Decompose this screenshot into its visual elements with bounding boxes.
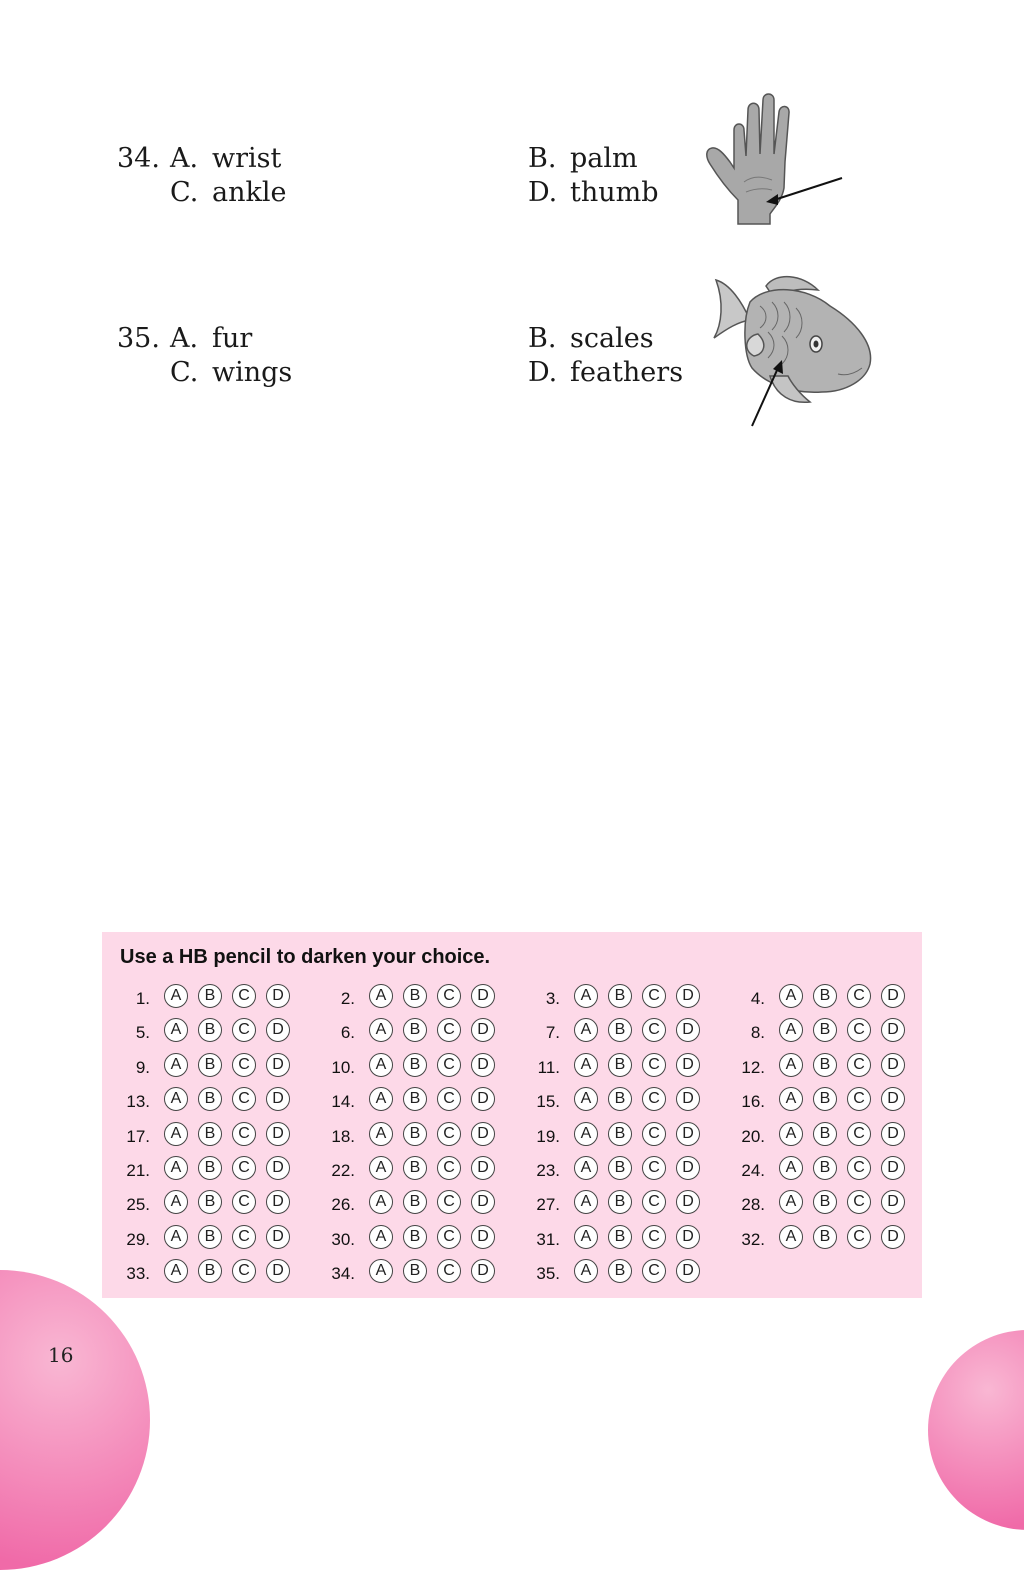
answer-bubble-c[interactable]: C <box>642 984 666 1008</box>
answer-bubble-b[interactable]: B <box>198 1156 222 1180</box>
answer-bubble-b[interactable]: B <box>608 1225 632 1249</box>
answer-bubble-b[interactable]: B <box>813 984 837 1008</box>
answer-bubble-c[interactable]: C <box>437 1018 461 1042</box>
answer-row-number: 29. <box>126 1229 150 1249</box>
answer-bubble-d[interactable]: D <box>881 1225 905 1249</box>
answer-bubble-c[interactable]: C <box>437 1156 461 1180</box>
answer-bubble-a[interactable]: A <box>164 1087 188 1111</box>
answer-bubble-a[interactable]: A <box>164 1018 188 1042</box>
answer-row <box>307 982 495 1010</box>
answer-sheet-instruction: Use a HB pencil to darken your choice. <box>120 946 491 968</box>
answer-row <box>512 1051 700 1079</box>
answer-row-number: 12. <box>741 1057 765 1077</box>
answer-row-number: 32. <box>741 1229 765 1249</box>
answer-row-number: 11. <box>537 1057 560 1077</box>
answer-bubble-a[interactable]: A <box>369 1190 393 1214</box>
answer-bubble-b[interactable]: B <box>813 1156 837 1180</box>
answer-row <box>512 1223 700 1251</box>
answer-row <box>512 1085 700 1113</box>
answer-bubble-b[interactable]: B <box>403 1053 427 1077</box>
answer-bubble-b[interactable]: B <box>198 1122 222 1146</box>
answer-bubble-c[interactable]: C <box>847 1190 871 1214</box>
option-text: fur <box>212 323 253 354</box>
answer-bubble-c[interactable]: C <box>437 1259 461 1283</box>
answer-bubble-d[interactable]: D <box>266 1156 290 1180</box>
answer-bubble-a[interactable]: A <box>369 1122 393 1146</box>
answer-bubble-c[interactable]: C <box>642 1018 666 1042</box>
option-a <box>170 142 281 176</box>
answer-bubble-a[interactable]: A <box>779 1122 803 1146</box>
answer-row-number: 2. <box>340 989 355 1008</box>
answer-bubble-d[interactable]: D <box>266 1087 290 1111</box>
answer-row <box>102 1120 290 1148</box>
answer-bubble-b[interactable]: B <box>403 1018 427 1042</box>
answer-bubble-b[interactable]: B <box>608 1053 632 1077</box>
answer-row-number: 34. <box>331 1264 355 1284</box>
answer-bubble-d[interactable]: D <box>676 984 700 1008</box>
answer-bubble-a[interactable]: A <box>369 1259 393 1283</box>
answer-row-number: 9. <box>135 1057 150 1077</box>
answer-bubble-c[interactable]: C <box>847 984 871 1008</box>
answer-bubble-c[interactable]: C <box>642 1259 666 1283</box>
answer-bubble-b[interactable]: B <box>403 1225 427 1249</box>
answer-bubble-a[interactable]: A <box>369 1053 393 1077</box>
answer-bubble-b[interactable]: B <box>608 1122 632 1146</box>
answer-bubble-b[interactable]: B <box>608 984 632 1008</box>
answer-bubble-a[interactable]: A <box>574 1156 598 1180</box>
answer-bubble-b[interactable]: B <box>403 1156 427 1180</box>
answer-bubble-b[interactable]: B <box>813 1190 837 1214</box>
answer-bubble-d[interactable]: D <box>881 1156 905 1180</box>
answer-row <box>512 1257 700 1285</box>
answer-row <box>717 1016 905 1044</box>
answer-bubble-d[interactable]: D <box>676 1259 700 1283</box>
answer-bubble-d[interactable]: D <box>881 1087 905 1111</box>
answer-bubble-c[interactable]: C <box>847 1156 871 1180</box>
answer-row-number: 17. <box>126 1126 150 1146</box>
option-text: thumb <box>570 177 659 208</box>
answer-bubble-a[interactable]: A <box>574 1225 598 1249</box>
answer-bubble-c[interactable]: C <box>437 984 461 1008</box>
answer-bubble-a[interactable]: A <box>574 1018 598 1042</box>
answer-bubble-a[interactable]: A <box>574 984 598 1008</box>
answer-bubble-d[interactable]: D <box>471 1190 495 1214</box>
answer-row <box>717 1051 905 1079</box>
answer-bubble-d[interactable]: D <box>676 1053 700 1077</box>
option-letter: A. <box>170 143 199 174</box>
answer-bubble-c[interactable]: C <box>437 1225 461 1249</box>
answer-bubble-c[interactable]: C <box>437 1087 461 1111</box>
answer-bubble-a[interactable]: A <box>369 1225 393 1249</box>
option-c <box>170 356 292 390</box>
answer-bubble-c[interactable]: C <box>847 1225 871 1249</box>
answer-row <box>717 1120 905 1148</box>
fish-illustration <box>706 272 878 430</box>
answer-row-number: 21. <box>126 1161 150 1180</box>
answer-bubble-d[interactable]: D <box>881 1190 905 1214</box>
answer-row-number: 35. <box>536 1264 560 1284</box>
answer-bubble-b[interactable]: B <box>198 1018 222 1042</box>
answer-bubble-a[interactable]: A <box>574 1122 598 1146</box>
answer-row-number: 25. <box>126 1195 150 1215</box>
answer-bubble-d[interactable]: D <box>266 1225 290 1249</box>
option-text: ankle <box>212 177 287 208</box>
answer-row <box>102 1154 290 1182</box>
answer-bubble-d[interactable]: D <box>676 1156 700 1180</box>
answer-bubble-c[interactable]: C <box>642 1190 666 1214</box>
answer-row-number: 14. <box>331 1092 355 1112</box>
question-number: 34. <box>117 143 160 174</box>
answer-row <box>102 1257 290 1285</box>
answer-bubble-c[interactable]: C <box>437 1122 461 1146</box>
answer-bubble-d[interactable]: D <box>471 1156 495 1180</box>
answer-bubble-a[interactable]: A <box>779 1225 803 1249</box>
answer-bubble-c[interactable]: C <box>847 1087 871 1111</box>
answer-row-number: 10. <box>331 1057 355 1077</box>
answer-bubble-d[interactable]: D <box>676 1225 700 1249</box>
answer-bubble-a[interactable]: A <box>574 1190 598 1214</box>
question-number: 35. <box>117 323 160 354</box>
answer-bubble-d[interactable]: D <box>471 1018 495 1042</box>
answer-bubble-c[interactable]: C <box>642 1053 666 1077</box>
answer-bubble-a[interactable]: A <box>779 1018 803 1042</box>
answer-row <box>512 1154 700 1182</box>
option-letter: D. <box>528 357 558 388</box>
option-text: wrist <box>212 143 282 174</box>
answer-bubble-c[interactable]: C <box>232 1156 256 1180</box>
answer-row <box>307 1085 495 1113</box>
answer-bubble-a[interactable]: A <box>779 1087 803 1111</box>
answer-bubble-b[interactable]: B <box>198 1225 222 1249</box>
answer-bubble-b[interactable]: B <box>608 1156 632 1180</box>
answer-row-number: 20. <box>741 1126 765 1146</box>
option-letter: B. <box>528 143 557 174</box>
answer-bubble-a[interactable]: A <box>574 1259 598 1283</box>
answer-row-number: 19. <box>536 1126 560 1146</box>
answer-bubble-a[interactable]: A <box>779 984 803 1008</box>
option-letter: B. <box>528 323 557 354</box>
answer-bubble-d[interactable]: D <box>471 1225 495 1249</box>
answer-bubble-b[interactable]: B <box>198 1087 222 1111</box>
answer-bubble-c[interactable]: C <box>232 1122 256 1146</box>
answer-row <box>512 1120 700 1148</box>
answer-row-number: 26. <box>331 1195 355 1215</box>
answer-row <box>102 1085 290 1113</box>
answer-bubble-d[interactable]: D <box>881 1122 905 1146</box>
answer-bubble-d[interactable]: D <box>676 1087 700 1111</box>
answer-bubble-a[interactable]: A <box>164 1225 188 1249</box>
answer-row <box>717 1188 905 1216</box>
answer-bubble-b[interactable]: B <box>813 1053 837 1077</box>
answer-bubble-c[interactable]: C <box>642 1156 666 1180</box>
answer-bubble-b[interactable]: B <box>198 1190 222 1214</box>
answer-bubble-d[interactable]: D <box>471 1122 495 1146</box>
answer-row <box>307 1154 495 1182</box>
answer-bubble-b[interactable]: B <box>608 1087 632 1111</box>
answer-row-number: 15. <box>536 1092 560 1112</box>
answer-row <box>102 1223 290 1251</box>
answer-bubble-c[interactable]: C <box>847 1122 871 1146</box>
answer-bubble-c[interactable]: C <box>437 1190 461 1214</box>
answer-row <box>717 1085 905 1113</box>
answer-row-number: 16. <box>741 1092 765 1112</box>
hand-illustration <box>700 92 850 228</box>
answer-bubble-d[interactable]: D <box>676 1190 700 1214</box>
answer-bubble-d[interactable]: D <box>881 1018 905 1042</box>
answer-row-number: 7. <box>545 1023 560 1043</box>
answer-bubble-b[interactable]: B <box>198 1259 222 1283</box>
answer-bubble-c[interactable]: C <box>232 1225 256 1249</box>
answer-bubble-b[interactable]: B <box>608 1259 632 1283</box>
answer-bubble-c[interactable]: C <box>642 1225 666 1249</box>
decorative-corner-left <box>0 1270 150 1570</box>
answer-bubble-a[interactable]: A <box>164 1190 188 1214</box>
answer-bubble-c[interactable]: C <box>642 1087 666 1111</box>
answer-bubble-d[interactable]: D <box>676 1018 700 1042</box>
answer-bubble-a[interactable]: A <box>574 1053 598 1077</box>
answer-bubble-a[interactable]: A <box>164 1156 188 1180</box>
answer-bubble-c[interactable]: C <box>232 1087 256 1111</box>
answer-bubble-b[interactable]: B <box>403 1190 427 1214</box>
answer-bubble-d[interactable]: D <box>471 984 495 1008</box>
answer-bubble-b[interactable]: B <box>813 1225 837 1249</box>
answer-row <box>102 1188 290 1216</box>
answer-row-number: 18. <box>331 1126 355 1146</box>
answer-row <box>512 1188 700 1216</box>
answer-row-number: 13. <box>126 1092 150 1112</box>
answer-sheet <box>102 932 922 1298</box>
answer-bubble-b[interactable]: B <box>403 1259 427 1283</box>
answer-bubble-c[interactable]: C <box>232 1018 256 1042</box>
answer-bubble-b[interactable]: B <box>813 1018 837 1042</box>
option-text: scales <box>570 323 654 354</box>
answer-row <box>102 1016 290 1044</box>
answer-row <box>717 982 905 1010</box>
answer-bubble-d[interactable]: D <box>676 1122 700 1146</box>
answer-bubble-b[interactable]: B <box>403 1122 427 1146</box>
option-letter: A. <box>170 323 199 354</box>
answer-row-number: 31. <box>536 1229 560 1249</box>
option-letter: D. <box>528 177 558 208</box>
answer-bubble-a[interactable]: A <box>779 1156 803 1180</box>
answer-bubble-c[interactable]: C <box>232 1190 256 1214</box>
answer-bubble-d[interactable]: D <box>266 1053 290 1077</box>
answer-bubble-d[interactable]: D <box>471 1259 495 1283</box>
answer-row-number: 22. <box>331 1161 355 1180</box>
answer-row-number: 6. <box>340 1023 355 1043</box>
answer-row-number: 5. <box>135 1023 150 1043</box>
answer-bubble-b[interactable]: B <box>813 1122 837 1146</box>
answer-row-number: 23. <box>536 1161 560 1180</box>
answer-bubble-c[interactable]: C <box>847 1018 871 1042</box>
answer-bubble-a[interactable]: A <box>164 1053 188 1077</box>
answer-bubble-a[interactable]: A <box>574 1087 598 1111</box>
decorative-corner-right <box>928 1330 1024 1530</box>
answer-row <box>307 1051 495 1079</box>
answer-bubble-a[interactable]: A <box>164 984 188 1008</box>
answer-bubble-d[interactable]: D <box>471 1053 495 1077</box>
answer-row <box>717 1223 905 1251</box>
answer-bubble-a[interactable]: A <box>369 1018 393 1042</box>
answer-bubble-d[interactable]: D <box>266 1259 290 1283</box>
answer-bubble-d[interactable]: D <box>266 984 290 1008</box>
answer-bubble-a[interactable]: A <box>369 984 393 1008</box>
page-number: 16 <box>48 1343 74 1367</box>
answer-bubble-a[interactable]: A <box>164 1122 188 1146</box>
answer-row-number: 33. <box>126 1264 150 1284</box>
answer-bubble-d[interactable]: D <box>881 1053 905 1077</box>
answer-bubble-b[interactable]: B <box>813 1087 837 1111</box>
option-letter: C. <box>170 357 199 388</box>
answer-row <box>307 1223 495 1251</box>
option-letter: C. <box>170 177 199 208</box>
answer-bubble-a[interactable]: A <box>779 1053 803 1077</box>
answer-bubble-a[interactable]: A <box>164 1259 188 1283</box>
option-a <box>170 322 252 356</box>
answer-row-number: 24. <box>741 1161 765 1180</box>
answer-bubble-b[interactable]: B <box>403 1087 427 1111</box>
answer-bubble-d[interactable]: D <box>471 1087 495 1111</box>
answer-bubble-b[interactable]: B <box>198 1053 222 1077</box>
answer-row-number: 28. <box>741 1195 765 1215</box>
answer-bubble-a[interactable]: A <box>369 1087 393 1111</box>
answer-row-number: 3. <box>545 989 560 1008</box>
answer-row <box>717 1154 905 1182</box>
answer-row-number: 8. <box>750 1023 765 1043</box>
answer-bubble-c[interactable]: C <box>232 984 256 1008</box>
answer-bubble-d[interactable]: D <box>266 1122 290 1146</box>
answer-row-number: 1. <box>135 989 150 1008</box>
option-b <box>528 322 654 356</box>
answer-bubble-b[interactable]: B <box>198 984 222 1008</box>
option-text: palm <box>570 143 638 174</box>
answer-bubble-c[interactable]: C <box>847 1053 871 1077</box>
answer-bubble-b[interactable]: B <box>403 984 427 1008</box>
question-34 <box>0 142 1024 222</box>
answer-bubble-d[interactable]: D <box>881 984 905 1008</box>
answer-row <box>307 1016 495 1044</box>
answer-row <box>307 1257 495 1285</box>
answer-bubble-c[interactable]: C <box>232 1259 256 1283</box>
answer-row <box>512 1016 700 1044</box>
answer-row <box>102 982 290 1010</box>
answer-row-number: 4. <box>750 989 765 1008</box>
answer-bubble-b[interactable]: B <box>608 1190 632 1214</box>
answer-row <box>512 982 700 1010</box>
answer-bubble-d[interactable]: D <box>266 1018 290 1042</box>
answer-bubble-b[interactable]: B <box>608 1018 632 1042</box>
answer-bubble-c[interactable]: C <box>232 1053 256 1077</box>
answer-row-number: 30. <box>331 1229 355 1249</box>
option-d <box>528 356 683 390</box>
answer-bubble-c[interactable]: C <box>437 1053 461 1077</box>
answer-row <box>102 1051 290 1079</box>
answer-row-number: 27. <box>536 1195 560 1215</box>
answer-bubble-c[interactable]: C <box>642 1122 666 1146</box>
answer-row <box>307 1188 495 1216</box>
answer-bubble-a[interactable]: A <box>369 1156 393 1180</box>
option-d <box>528 176 659 210</box>
option-c <box>170 176 286 210</box>
option-text: feathers <box>570 357 684 388</box>
answer-row <box>307 1120 495 1148</box>
answer-bubble-a[interactable]: A <box>779 1190 803 1214</box>
option-b <box>528 142 638 176</box>
answer-bubble-d[interactable]: D <box>266 1190 290 1214</box>
option-text: wings <box>212 357 293 388</box>
